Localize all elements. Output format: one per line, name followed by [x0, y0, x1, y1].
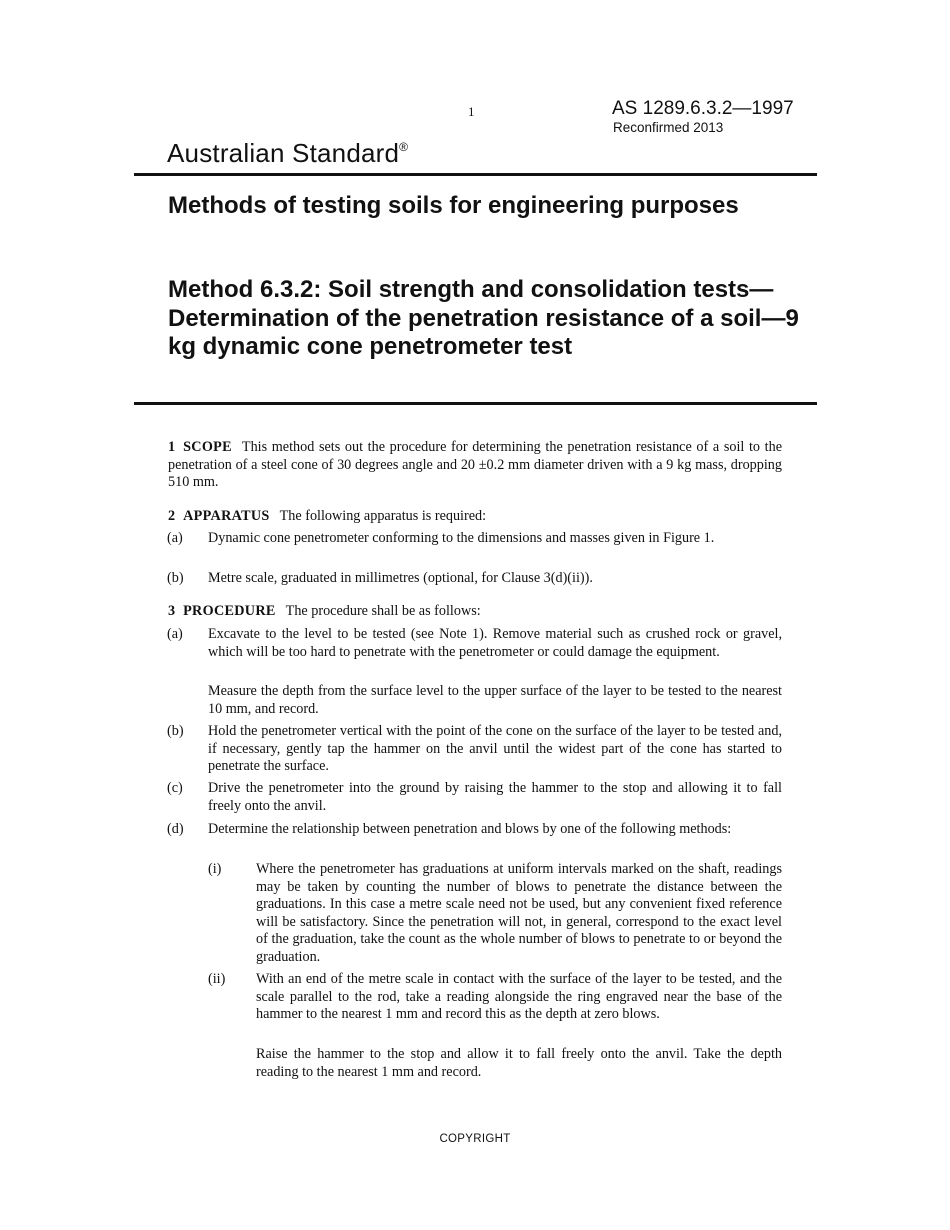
standard-name-text: Australian Standard	[167, 138, 400, 168]
procedure-subitem-text: With an end of the metre scale in contact with the surface of the layer to be tested, and the scale parallel to the rod, take a reading alongside the ring engraved near the base of the hammer to the nearest 1 mm and record this as the depth at zero blows.	[256, 971, 782, 1023]
scope-number: 1	[168, 439, 176, 455]
procedure-intro: The procedure shall be as follows:	[285, 603, 481, 619]
apparatus-number: 2	[168, 508, 176, 524]
apparatus-heading: APPARATUS	[183, 508, 270, 524]
scope-heading: SCOPE	[183, 439, 232, 455]
scope-clause	[168, 439, 782, 492]
apparatus-item-text: Metre scale, graduated in millimetres (optional, for Clause 3(d)(ii)).	[208, 570, 593, 586]
procedure-item-text: Excavate to the level to be tested (see Note 1). Remove material such as crushed rock or gravel, which will be too hard to penetrate with the penetrometer or could damage the equipment.	[208, 626, 782, 660]
apparatus-item-label: (b)	[167, 570, 184, 586]
copyright-footer: COPYRIGHT	[439, 1133, 511, 1145]
apparatus-item-text: Dynamic cone penetrometer conforming to the dimensions and masses given in Figure 1.	[208, 530, 715, 546]
standard-name	[167, 138, 408, 169]
top-divider	[134, 173, 817, 176]
procedure-item-label: (b)	[167, 723, 184, 739]
reconfirmed-note: Reconfirmed 2013	[613, 120, 724, 135]
registered-mark: ®	[399, 140, 409, 154]
procedure-heading: PROCEDURE	[183, 603, 276, 619]
bottom-divider	[134, 402, 817, 405]
procedure-clause	[168, 603, 782, 621]
procedure-item-label: (c)	[167, 780, 183, 796]
apparatus-intro: The following apparatus is required:	[279, 508, 487, 524]
procedure-subitem-label: (ii)	[208, 971, 226, 987]
procedure-item-text: Drive the penetrometer into the ground by raising the hammer to the stop and allowing it to fall freely onto the anvil.	[208, 780, 782, 814]
procedure-subitem-text: Where the penetrometer has graduations at uniform intervals marked on the shaft, readings may be taken by counting the number of blows to penetrate the distance between the graduations. In this case a metre scale need not be used, but any convenient fixed reference will be satisfactory. Since the penetration will not, in general, correspond to the exact level of the graduation, take the count as the whole number of blows to penetrate to or beyond the graduation.	[256, 861, 782, 965]
procedure-item-text: Determine the relationship between penetration and blows by one of the following methods:	[208, 821, 732, 837]
page-number: 1	[468, 104, 475, 119]
scope-text: This method sets out the procedure for determining the penetration resistance of a soil to the penetration of a steel cone of 30 degrees angle and 20 ±0.2 mm diameter driven with a 9 kg mass, dropping 510 mm.	[168, 439, 782, 491]
apparatus-clause	[168, 508, 782, 526]
main-title: Methods of testing soils for engineering purposes	[168, 192, 739, 219]
procedure-item-text: Hold the penetrometer vertical with the point of the cone on the surface of the layer to be tested and, if necessary, gently tap the hammer on the anvil until the widest part of the cone has started to penetrate the surface.	[208, 723, 782, 775]
procedure-item-continuation: Measure the depth from the surface level to the upper surface of the layer to be tested to the nearest 10 mm, and record.	[208, 683, 782, 717]
method-title: Method 6.3.2: Soil strength and consolidation tests—Determination of the penetration resistance of a soil—9 kg dynamic cone penetrometer test	[168, 276, 799, 360]
procedure-subitem-label: (i)	[208, 861, 222, 877]
procedure-item-label: (a)	[167, 626, 183, 642]
procedure-number: 3	[168, 603, 176, 619]
procedure-subitem-continuation: Raise the hammer to the stop and allow it to fall freely onto the anvil. Take the depth reading to the nearest 1 mm and record.	[256, 1046, 782, 1080]
apparatus-item-label: (a)	[167, 530, 183, 546]
procedure-item-label: (d)	[167, 821, 184, 837]
document-id: AS 1289.6.3.2—1997	[612, 98, 794, 119]
